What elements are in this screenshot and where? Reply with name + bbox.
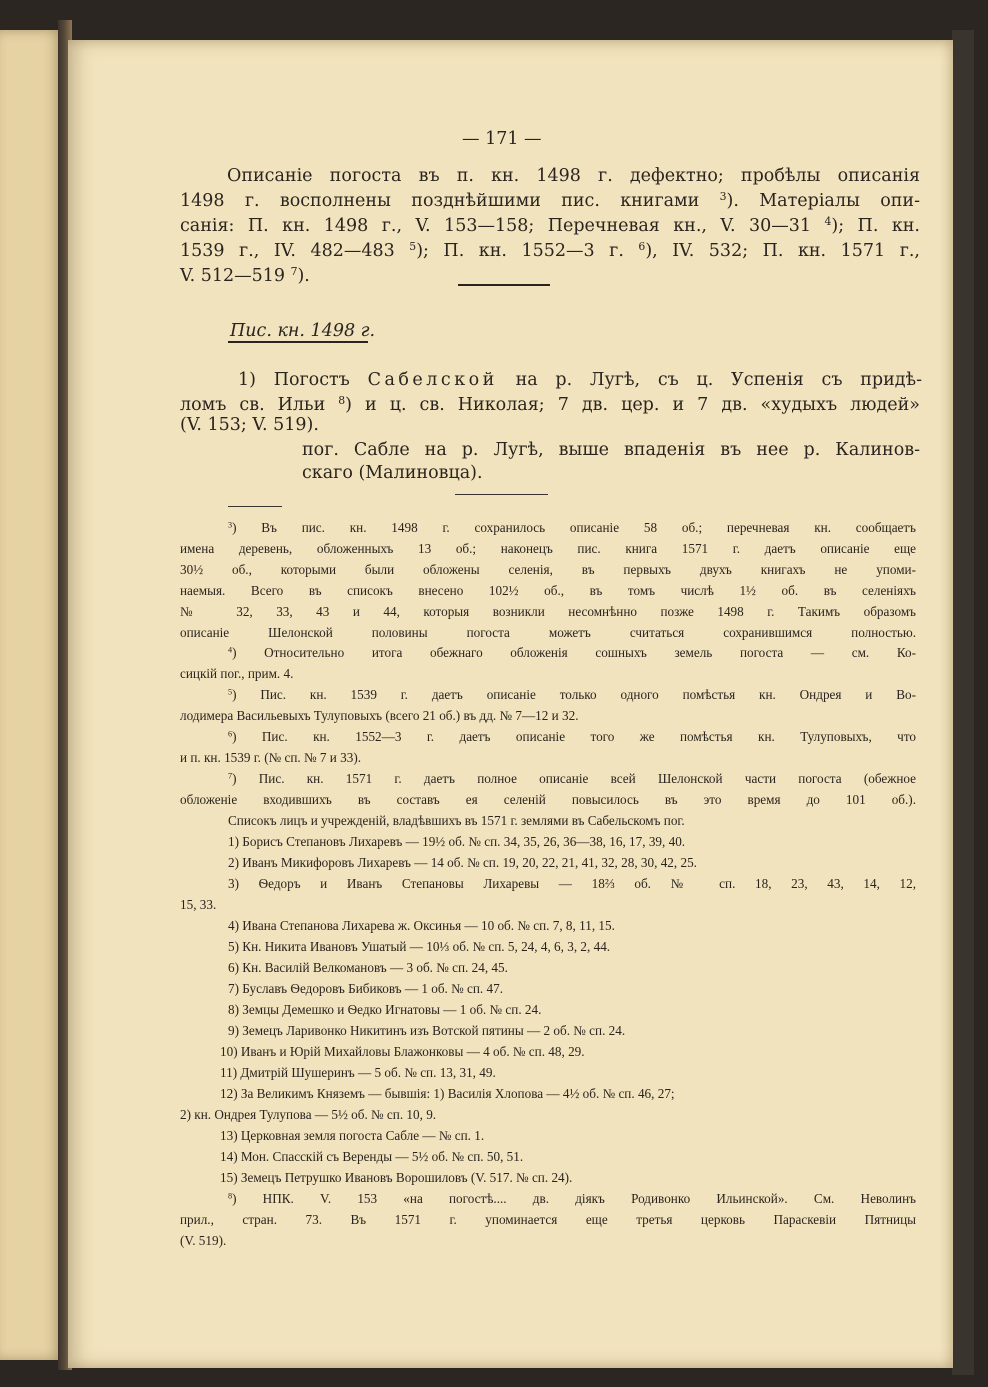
footnote-3-line-5: № 32, 33, 43 и 44, которыя возникли несомнѣнно позже 1498 г. Такимъ образомъ bbox=[180, 604, 916, 619]
list-item: 10) Иванъ и Юрій Михайловы Блажонковы — 4 об. № сп. 48, 29. bbox=[220, 1044, 585, 1059]
footnote-rule-left bbox=[228, 506, 282, 507]
page-number: — 171 — bbox=[462, 129, 542, 149]
intro-line-4: 1539 г., IV. 482—483 $^5$); П. кн. 1552—3 г. $^6$), IV. 532; П. кн. 1571 г., bbox=[180, 240, 920, 261]
list-item: 7) Буславъ Ѳедоровъ Бибиковъ — 1 об. № сп. 47. bbox=[228, 981, 504, 996]
footnote-3-line-6: описаніе Шелонской половины погоста можетъ считаться сохранившимся полностью. bbox=[180, 625, 916, 640]
entry-line-1: 1) Погостъ Сабелской на р. Лугѣ, съ ц. Успенія съ придѣ- bbox=[238, 370, 922, 390]
entry-line-4: пог. Сабле на р. Лугѣ, выше впаденія въ нее р. Калинов- bbox=[302, 440, 920, 460]
footnote-5-line-2: лодимера Васильевыхъ Тулуповыхъ (всего 21 об.) въ дд. № 7—12 и 32. bbox=[180, 708, 579, 723]
list-item-continuation: 15, 33. bbox=[180, 897, 217, 912]
footnote-8-line-3: (V. 519). bbox=[180, 1233, 227, 1248]
list-item: 15) Земецъ Петрушко Ивановъ Ворошиловъ (V. 517. № сп. 24). bbox=[220, 1170, 573, 1185]
section-heading: Пис. кн. 1498 г. bbox=[230, 321, 376, 341]
footnote-6-line-1: $^6$) Пис. кн. 1552—3 г. даетъ описаніе того же помѣстья кн. Тулуповыхъ, что bbox=[228, 729, 916, 744]
list-item: 14) Мон. Спасскій съ Веренды — 5½ об. № сп. 50, 51. bbox=[220, 1149, 524, 1164]
footnote-8-line-1: $^8$) НПК. V. 153 «на погостѣ.... дв. діякъ Родивонко Ильинской». См. Неволинъ bbox=[228, 1191, 916, 1206]
footnote-6-line-2: и п. кн. 1539 г. (№ сп. № 7 и 33). bbox=[180, 750, 362, 765]
holders-list-heading: Списокъ лицъ и учрежденій, владѣвшихъ въ 1571 г. землями въ Сабельскомъ пог. bbox=[228, 813, 685, 828]
footnote-3-line-3: 30½ об., которыми были обложены селенія, въ первыхъ двухъ книгахъ не упоми- bbox=[180, 562, 916, 577]
section-divider bbox=[458, 284, 550, 286]
list-item: 4) Ивана Степанова Лихарева ж. Оксинья — 10 об. № сп. 7, 8, 11, 15. bbox=[228, 918, 615, 933]
left-page-edge bbox=[0, 30, 62, 1360]
footnote-7-line-1: $^7$) Пис. кн. 1571 г. даетъ полное описаніе всей Шелонской части погоста (обежное bbox=[228, 771, 916, 786]
list-item: 1) Борисъ Степановъ Лихаревъ — 19½ об. № сп. 34, 35, 26, 36—38, 16, 17, 39, 40. bbox=[228, 834, 686, 849]
list-item: 5) Кн. Никита Ивановъ Ушатый — 10⅓ об. № сп. 5, 24, 4, 6, 3, 2, 44. bbox=[228, 939, 611, 954]
book-cover-edge bbox=[952, 30, 974, 1375]
footnote-7-line-2: обложеніе входившихъ въ составъ ея селеній повысилось въ это время до 101 об.). bbox=[180, 792, 916, 807]
list-item: 11) Дмитрій Шушеринъ — 5 об. № сп. 13, 31, 49. bbox=[220, 1065, 496, 1080]
list-item: 13) Церковная земля погоста Сабле — № сп. 1. bbox=[220, 1128, 485, 1143]
intro-line-3: санія: П. кн. 1498 г., V. 153—158; Перечневая кн., V. 30—31 $^4$); П. кн. bbox=[180, 215, 920, 236]
footnote-5-line-1: $^5$) Пис. кн. 1539 г. даетъ описаніе только одного помѣстья кн. Ондрея и Во- bbox=[228, 687, 916, 702]
intro-line-5: V. 512—519 $^7$). bbox=[180, 265, 310, 286]
entry-line-2: ломъ св. Ильи $^8$) и ц. св. Николая; 7 дв. цер. и 7 дв. «худыхъ людей» bbox=[180, 394, 920, 415]
intro-line-2: 1498 г. восполнены позднѣйшими пис. книгами $^3$). Матеріалы опи- bbox=[180, 190, 920, 211]
list-item: 2) Иванъ Микифоровъ Лихаревъ — 14 об. № сп. 19, 20, 22, 21, 41, 32, 28, 30, 42, 25. bbox=[228, 855, 697, 870]
footnote-3-line-4: наемыя. Всего въ списокъ внесено 102½ об., въ томъ числѣ 1½ об. въ селеніяхъ bbox=[180, 583, 916, 598]
list-item: 8) Земцы Демешко и Ѳедко Игнатовы — 1 об. № сп. 24. bbox=[228, 1002, 542, 1017]
entry-end-rule bbox=[455, 494, 548, 495]
footnote-8-line-2: прил., стран. 73. Въ 1571 г. упоминается еще третья церковь Параскевіи Пятницы bbox=[180, 1212, 916, 1227]
list-item: 6) Кн. Василій Велкомановъ — 3 об. № сп. 24, 45. bbox=[228, 960, 508, 975]
list-item-continuation: 2) кн. Ондрея Тулупова — 5½ об. № сп. 10, 9. bbox=[180, 1107, 437, 1122]
footnote-4-line-1: $^4$) Относительно итога обежнаго обложенія сошныхъ земель погоста — см. Ко- bbox=[228, 645, 916, 660]
list-item: 3) Ѳедоръ и Иванъ Степановы Лихаревы — 18⅔ об. № сп. 18, 23, 43, 14, 12, bbox=[228, 876, 916, 891]
intro-line-1: Описаніе погоста въ п. кн. 1498 г. дефектно; пробѣлы описанія bbox=[227, 166, 920, 186]
list-item: 9) Земецъ Ларивонко Никитинъ изъ Вотской пятины — 2 об. № сп. 24. bbox=[228, 1023, 626, 1038]
footnote-4-line-2: сицкій пог., прим. 4. bbox=[180, 666, 294, 681]
entry-line-5: скаго (Малиновца). bbox=[302, 463, 483, 483]
entry-line-3: (V. 153; V. 519). bbox=[180, 415, 319, 435]
footnote-3-line-1: $^3$) Въ пис. кн. 1498 г. сохранилось описаніе 58 об.; перечневая кн. сообщаетъ bbox=[228, 520, 916, 535]
footnote-3-line-2: имена деревень, обложенныхъ 13 об.; наконецъ пис. книга 1571 г. даетъ описаніе еще bbox=[180, 541, 916, 556]
heading-underline bbox=[228, 341, 368, 343]
list-item: 12) За Великимъ Княземъ — бывшія: 1) Василія Хлопова — 4½ об. № сп. 46, 27; bbox=[220, 1086, 675, 1101]
